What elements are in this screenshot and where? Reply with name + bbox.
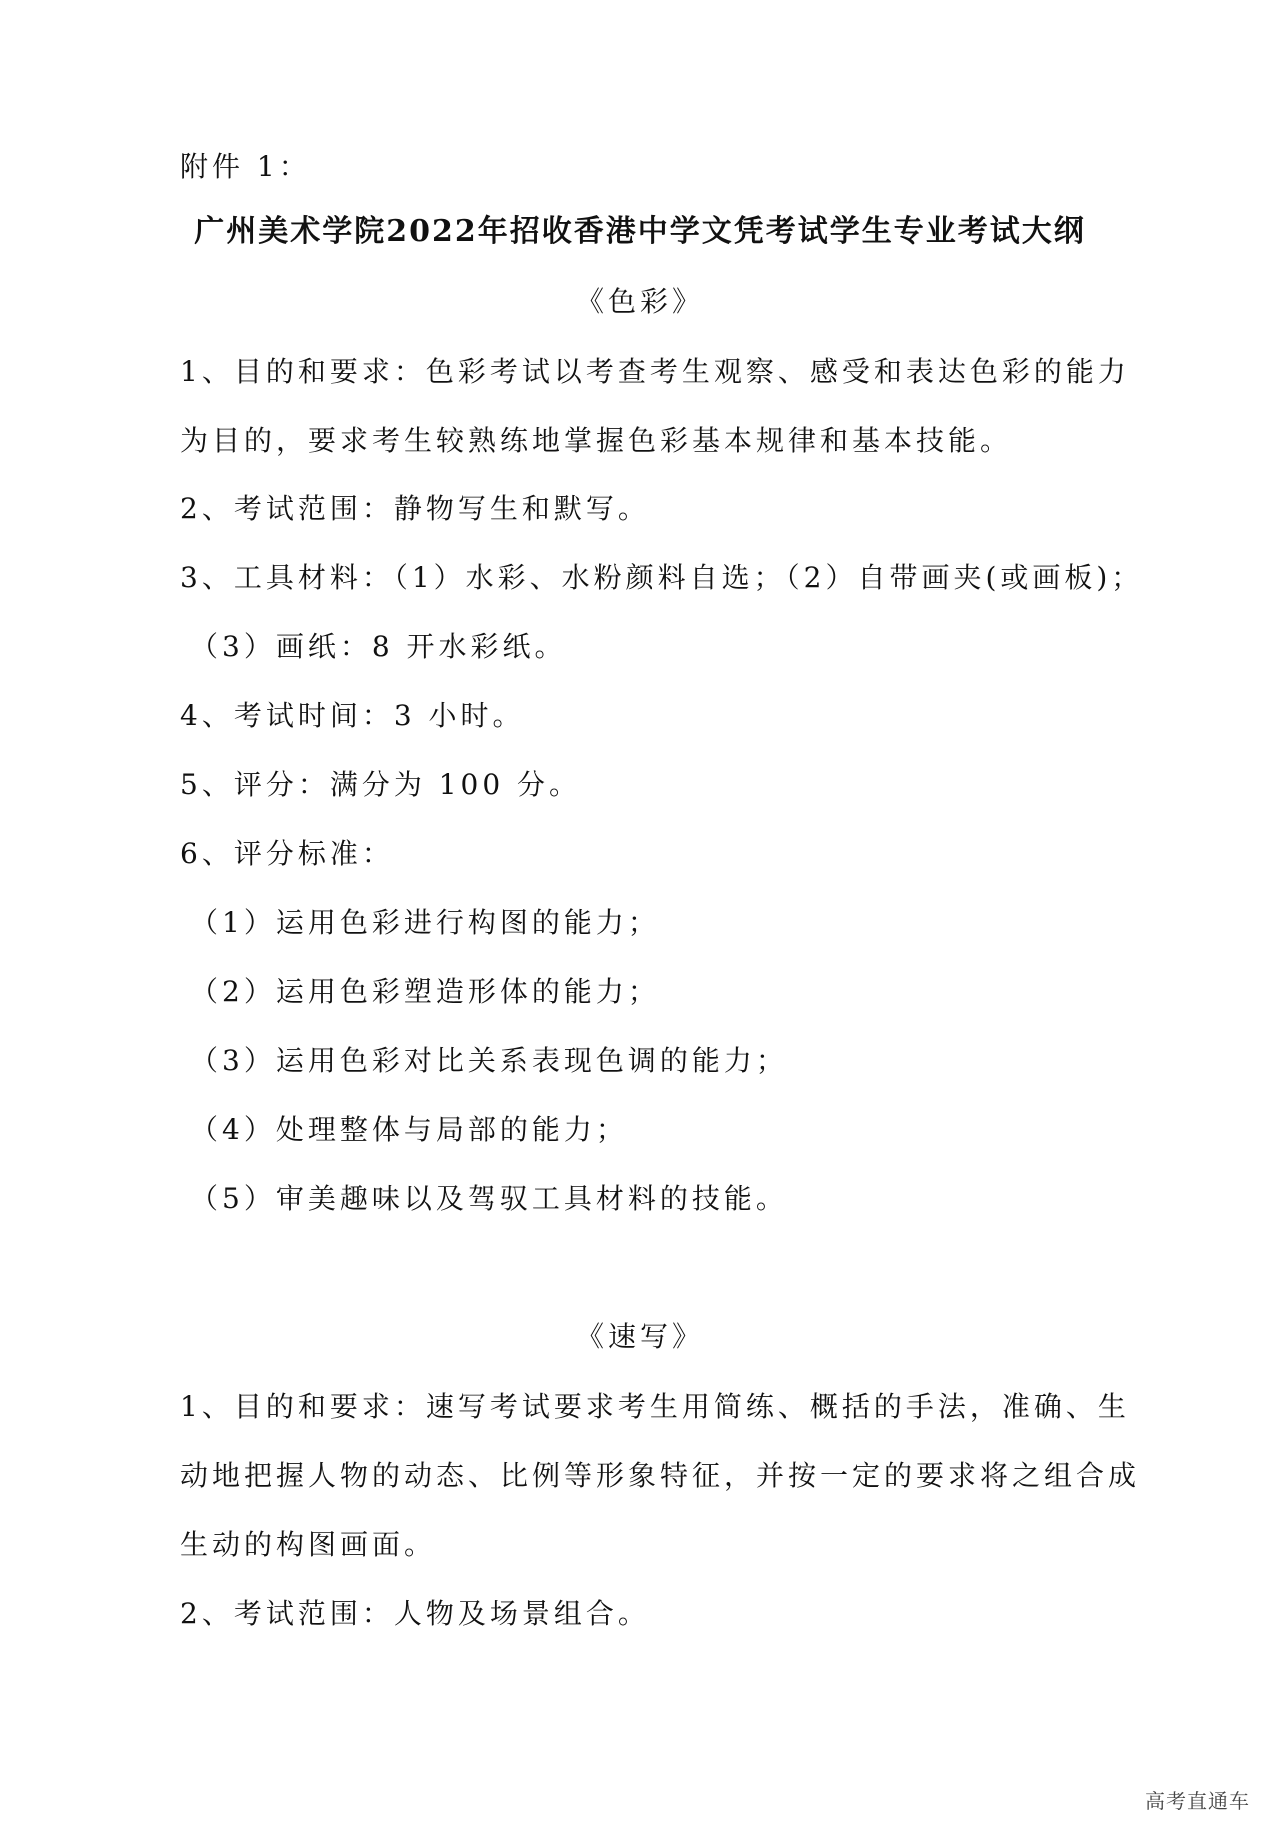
paragraph-line: 动地把握人物的动态、比例等形象特征，并按一定的要求将之组合成 [180,1459,1141,1492]
criteria-item: （5）审美趣味以及驾驭工具材料的技能。 [190,1182,788,1215]
criteria-item: （3）运用色彩对比关系表现色调的能力； [190,1044,788,1077]
section-heading-color: 《色彩》 [575,285,704,318]
criteria-item: （4）处理整体与局部的能力； [190,1113,628,1146]
document-title: 广州美术学院2022年招收香港中学文凭考试学生专业考试大纲 [194,214,1086,249]
paragraph-line: 为目的，要求考生较熟练地掌握色彩基本规律和基本技能。 [180,424,1013,457]
attachment-label: 附件 1： [180,150,311,183]
paragraph-line: 5、评分：满分为 100 分。 [180,768,582,801]
paragraph-line: 1、目的和要求：色彩考试以考查考生观察、感受和表达色彩的能力 [180,355,1130,388]
criteria-item: （2）运用色彩塑造形体的能力； [190,975,660,1008]
paragraph-line: 1、目的和要求：速写考试要求考生用简练、概括的手法，准确、生 [180,1390,1130,1423]
paragraph-line: （3）画纸：8 开水彩纸。 [190,630,567,663]
paragraph-line: 生动的构图画面。 [180,1528,437,1561]
paragraph-line: 2、考试范围：人物及场景组合。 [180,1597,650,1630]
section-heading-sketch: 《速写》 [575,1320,704,1353]
criteria-item: （1）运用色彩进行构图的能力； [190,906,660,939]
paragraph-line: 6、评分标准： [180,837,394,870]
paragraph-line: 4、考试时间：3 小时。 [180,699,525,732]
paragraph-line: 3、工具材料：（1）水彩、水粉颜料自选；（2）自带画夹(或画板)； [180,561,1144,594]
watermark: 高考直通车 [1145,1789,1250,1813]
paragraph-line: 2、考试范围：静物写生和默写。 [180,492,650,525]
